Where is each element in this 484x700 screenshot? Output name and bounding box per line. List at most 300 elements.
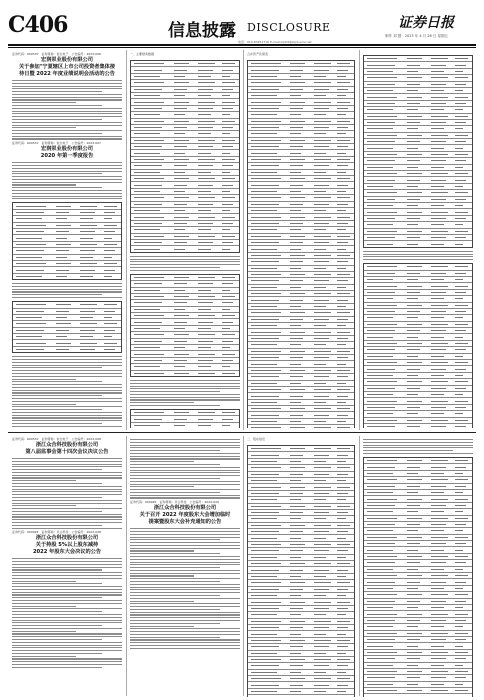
text-line bbox=[12, 516, 122, 517]
text-line bbox=[12, 376, 122, 377]
text-line bbox=[12, 600, 122, 601]
article-title: 浙江众合科技股份有限公司 bbox=[153, 505, 217, 512]
article-header: 证券代码：600570 证券简称：恒生电子 公告编号：2023-008 bbox=[12, 437, 101, 441]
table-row bbox=[131, 423, 239, 428]
date-line: 制作 刘 慧 2023 年 4 月 28 日 星期五 bbox=[385, 34, 448, 38]
body-text bbox=[130, 439, 240, 499]
text-line bbox=[12, 111, 122, 112]
section-title: 信息披露 bbox=[168, 21, 236, 41]
column-divider bbox=[126, 50, 127, 430]
table-row bbox=[131, 371, 239, 376]
text-line bbox=[130, 472, 240, 473]
body-text bbox=[12, 458, 122, 529]
text-line bbox=[12, 426, 122, 427]
text-line bbox=[12, 88, 122, 89]
text-line bbox=[12, 469, 102, 470]
text-line bbox=[130, 264, 240, 265]
text-line bbox=[12, 597, 102, 598]
table-row bbox=[131, 246, 239, 251]
text-line bbox=[130, 545, 240, 546]
text-line bbox=[12, 196, 122, 197]
text-line bbox=[12, 525, 102, 526]
text-line bbox=[12, 558, 122, 559]
text-line bbox=[12, 633, 122, 634]
text-line bbox=[130, 595, 220, 596]
text-line bbox=[12, 483, 102, 484]
text-line bbox=[130, 603, 240, 604]
text-line bbox=[130, 550, 194, 551]
text-line bbox=[12, 184, 76, 185]
text-line bbox=[130, 380, 240, 381]
text-line bbox=[130, 631, 240, 632]
text-line bbox=[12, 650, 122, 651]
text-line bbox=[12, 608, 122, 609]
text-line bbox=[12, 125, 122, 126]
text-line bbox=[130, 497, 240, 498]
contact-line: 电话：010-83251716 E-mail:zqrb9@zqrb.sina.net bbox=[238, 40, 312, 44]
text-line bbox=[130, 486, 194, 487]
text-line bbox=[130, 626, 194, 627]
article-title: 待日暨 2022 年度业绩说明会活动的公告 bbox=[19, 71, 115, 77]
body-text bbox=[363, 251, 473, 260]
text-line bbox=[12, 583, 102, 584]
column-divider bbox=[359, 50, 360, 430]
text-line bbox=[12, 639, 102, 640]
column-divider bbox=[126, 436, 127, 696]
text-line bbox=[363, 450, 453, 451]
text-line bbox=[130, 573, 240, 574]
text-line bbox=[130, 553, 220, 554]
text-line bbox=[130, 564, 240, 565]
body-text bbox=[12, 283, 122, 298]
text-line bbox=[130, 623, 220, 624]
text-line bbox=[12, 415, 122, 416]
text-line bbox=[363, 447, 473, 448]
text-line bbox=[12, 480, 76, 481]
text-line bbox=[12, 564, 122, 565]
text-line bbox=[12, 625, 102, 626]
text-line bbox=[12, 477, 122, 478]
text-line bbox=[12, 458, 122, 459]
text-line bbox=[12, 401, 122, 402]
column-1-top bbox=[12, 52, 122, 428]
text-line bbox=[130, 612, 240, 613]
masthead-rule-thin bbox=[8, 47, 476, 48]
text-line bbox=[130, 456, 240, 457]
text-line bbox=[12, 97, 122, 98]
text-line bbox=[12, 395, 102, 396]
text-line bbox=[12, 365, 122, 366]
text-line bbox=[12, 297, 122, 298]
text-line bbox=[130, 648, 240, 649]
text-line bbox=[130, 575, 194, 576]
text-line bbox=[130, 628, 240, 629]
text-line bbox=[130, 267, 220, 268]
article-title: 2020 年第一季度报告 bbox=[40, 153, 94, 160]
text-line bbox=[130, 609, 220, 610]
text-line bbox=[12, 412, 122, 413]
text-line bbox=[12, 500, 122, 501]
text-line bbox=[12, 373, 122, 374]
text-line bbox=[130, 634, 240, 635]
column-4-bottom bbox=[363, 437, 473, 697]
text-line bbox=[12, 658, 122, 659]
text-line bbox=[363, 251, 473, 252]
text-line bbox=[12, 179, 122, 180]
text-line bbox=[130, 495, 240, 496]
text-line bbox=[12, 384, 122, 385]
text-line bbox=[12, 417, 122, 418]
text-line bbox=[12, 116, 122, 117]
text-line bbox=[130, 570, 240, 571]
text-line bbox=[130, 534, 240, 535]
article-header: 证券代码：600570 证券简称：恒生电子 公告编号：2023-006 bbox=[12, 52, 101, 56]
text-line bbox=[12, 505, 76, 506]
text-line bbox=[130, 383, 240, 384]
body-text bbox=[130, 256, 240, 271]
text-line bbox=[12, 561, 122, 562]
text-line bbox=[12, 522, 122, 523]
table-heading: 二、股东信息 bbox=[247, 437, 266, 441]
data-table bbox=[363, 457, 473, 697]
table-row bbox=[248, 425, 354, 428]
text-line bbox=[12, 475, 122, 476]
text-line bbox=[12, 127, 76, 128]
column-3-top bbox=[247, 52, 355, 428]
text-line bbox=[12, 592, 122, 593]
article-title: 浙江众合科技股份有限公司 bbox=[35, 442, 99, 448]
text-line bbox=[130, 270, 240, 271]
text-line bbox=[130, 453, 240, 454]
text-line bbox=[130, 548, 240, 549]
text-line bbox=[12, 572, 122, 573]
text-line bbox=[12, 656, 76, 657]
text-line bbox=[12, 176, 122, 177]
masthead-rule bbox=[8, 44, 476, 46]
text-line bbox=[130, 467, 240, 468]
article-header: 证券代码：600570 证券简称：恒生电子 公告编号：2023-007 bbox=[12, 141, 101, 146]
column-2-top bbox=[130, 52, 240, 428]
text-line bbox=[12, 190, 122, 191]
text-line bbox=[130, 617, 240, 618]
text-line bbox=[12, 108, 122, 109]
table-heading: 合并资产负债表 bbox=[247, 52, 269, 56]
text-line bbox=[12, 356, 122, 357]
text-line bbox=[363, 254, 473, 255]
text-line bbox=[12, 503, 122, 504]
text-line bbox=[130, 614, 240, 615]
text-line bbox=[12, 586, 122, 587]
text-line bbox=[12, 102, 76, 103]
table-row bbox=[364, 241, 472, 246]
text-line bbox=[12, 379, 76, 380]
article-title: 关于持股 5%以上股东减持 bbox=[35, 542, 99, 549]
text-line bbox=[363, 445, 473, 446]
text-line bbox=[12, 406, 122, 407]
text-line bbox=[130, 539, 220, 540]
article-header: 证券代码：000925 证券简称：众合科技 公告编号：2023-029 bbox=[130, 500, 219, 505]
text-line bbox=[12, 620, 122, 621]
text-line bbox=[130, 620, 240, 621]
text-line bbox=[130, 537, 240, 538]
text-line bbox=[12, 423, 102, 424]
text-line bbox=[130, 397, 240, 398]
text-line bbox=[12, 622, 122, 623]
text-line bbox=[12, 119, 102, 120]
text-line bbox=[12, 508, 122, 509]
text-line bbox=[130, 531, 240, 532]
text-line bbox=[130, 642, 240, 643]
text-line bbox=[12, 136, 122, 137]
data-table bbox=[247, 445, 355, 697]
text-line bbox=[130, 261, 240, 262]
text-line bbox=[130, 461, 194, 462]
body-text bbox=[130, 380, 240, 406]
article-title: 关于召开 2022 年度股东大会增加临时 bbox=[139, 512, 231, 519]
newspaper-logo: 证券日报 bbox=[398, 15, 454, 31]
column-3-bottom bbox=[247, 437, 355, 697]
data-table bbox=[12, 301, 122, 353]
text-line bbox=[130, 439, 240, 440]
text-line bbox=[12, 367, 102, 368]
text-line bbox=[12, 611, 102, 612]
text-line bbox=[12, 567, 122, 568]
text-line bbox=[12, 409, 102, 410]
text-line bbox=[130, 578, 240, 579]
text-line bbox=[12, 381, 102, 382]
text-line bbox=[130, 542, 240, 543]
text-line bbox=[12, 404, 76, 405]
article-title: 宏润泵业股份有限公司 bbox=[41, 146, 93, 153]
text-line bbox=[130, 450, 220, 451]
text-line bbox=[12, 594, 122, 595]
table-row bbox=[248, 695, 354, 697]
column-divider bbox=[359, 436, 360, 696]
text-line bbox=[130, 587, 240, 588]
text-line bbox=[12, 420, 122, 421]
body-text bbox=[12, 558, 122, 668]
text-line bbox=[12, 80, 122, 81]
text-line bbox=[130, 402, 194, 403]
text-line bbox=[12, 165, 122, 166]
text-line bbox=[12, 491, 122, 492]
table-row bbox=[13, 347, 121, 352]
text-line bbox=[363, 442, 473, 443]
text-line bbox=[12, 359, 122, 360]
text-line bbox=[12, 667, 102, 668]
text-line bbox=[12, 494, 122, 495]
text-line bbox=[12, 614, 122, 615]
text-line bbox=[130, 584, 240, 585]
article-title: 关于参加"宁夏辖区上市公司投资者集体接 bbox=[18, 64, 116, 70]
text-line bbox=[12, 173, 102, 174]
text-line bbox=[12, 286, 122, 287]
text-line bbox=[12, 187, 102, 188]
table-row bbox=[364, 694, 472, 697]
body-text bbox=[363, 439, 473, 454]
text-line bbox=[12, 589, 122, 590]
text-line bbox=[130, 562, 240, 563]
text-line bbox=[12, 99, 122, 100]
text-line bbox=[130, 556, 240, 557]
data-table bbox=[130, 60, 240, 253]
section-title-en: DISCLOSURE bbox=[247, 21, 331, 34]
masthead bbox=[8, 10, 476, 44]
text-line bbox=[12, 497, 102, 498]
text-line bbox=[12, 606, 76, 607]
data-table bbox=[363, 55, 473, 248]
text-line bbox=[12, 291, 122, 292]
text-line bbox=[12, 581, 76, 582]
text-line bbox=[130, 394, 240, 395]
text-line bbox=[12, 182, 122, 183]
text-line bbox=[130, 637, 220, 638]
text-line bbox=[130, 259, 240, 260]
text-line bbox=[12, 647, 122, 648]
text-line bbox=[12, 283, 122, 284]
text-line bbox=[130, 589, 240, 590]
text-line bbox=[12, 645, 122, 646]
text-line bbox=[12, 130, 122, 131]
text-line bbox=[363, 453, 473, 454]
text-line bbox=[12, 193, 122, 194]
text-line bbox=[12, 83, 122, 84]
text-line bbox=[363, 259, 473, 260]
text-line bbox=[130, 445, 240, 446]
text-line bbox=[130, 528, 240, 529]
text-line bbox=[130, 475, 240, 476]
text-line bbox=[12, 578, 122, 579]
text-line bbox=[12, 464, 122, 465]
article-title: 宏润泵业股份有限公司 bbox=[41, 57, 93, 63]
text-line bbox=[130, 458, 240, 459]
body-text bbox=[12, 162, 122, 199]
text-line bbox=[130, 386, 240, 387]
column-4-top bbox=[363, 52, 473, 428]
text-line bbox=[12, 519, 122, 520]
text-line bbox=[363, 439, 473, 440]
body-text bbox=[12, 80, 122, 140]
text-line bbox=[12, 390, 122, 391]
text-line bbox=[12, 569, 102, 570]
text-line bbox=[12, 664, 122, 665]
text-line bbox=[12, 91, 102, 92]
article-header: 证券代码：000925 证券简称：众合科技 公告编号：2023-028 bbox=[12, 530, 101, 535]
text-line bbox=[12, 113, 122, 114]
text-line bbox=[130, 645, 240, 646]
table-heading: 一、主要财务数据 bbox=[130, 52, 155, 56]
body-text bbox=[130, 528, 240, 649]
data-table bbox=[130, 274, 240, 377]
text-line bbox=[130, 484, 240, 485]
text-line bbox=[130, 391, 220, 392]
column-2-bottom bbox=[130, 437, 240, 697]
text-line bbox=[130, 598, 240, 599]
data-table bbox=[12, 202, 122, 280]
text-line bbox=[12, 387, 122, 388]
column-1-bottom bbox=[12, 437, 122, 697]
text-line bbox=[12, 171, 122, 172]
text-line bbox=[12, 575, 122, 576]
text-line bbox=[12, 294, 102, 295]
article-title: 提案暨股东大会补充通知的公告 bbox=[148, 519, 222, 526]
text-line bbox=[12, 528, 122, 529]
article-title: 2022 年股东大会决议的公告 bbox=[32, 549, 102, 556]
text-line bbox=[130, 470, 240, 471]
text-line bbox=[130, 405, 220, 406]
text-line bbox=[130, 492, 220, 493]
text-line bbox=[12, 370, 122, 371]
text-line bbox=[12, 168, 122, 169]
text-line bbox=[12, 617, 122, 618]
text-line bbox=[12, 162, 122, 163]
table-row bbox=[13, 274, 121, 279]
data-table bbox=[363, 263, 473, 428]
text-line bbox=[12, 489, 122, 490]
text-line bbox=[12, 628, 122, 629]
text-line bbox=[12, 133, 102, 134]
text-line bbox=[12, 466, 122, 467]
text-line bbox=[130, 567, 220, 568]
text-line bbox=[12, 105, 102, 106]
text-line bbox=[12, 86, 122, 87]
table-row bbox=[364, 424, 472, 428]
article-title: 浙江众合科技股份有限公司 bbox=[35, 535, 99, 542]
column-divider bbox=[243, 436, 244, 696]
text-line bbox=[130, 601, 194, 602]
text-line bbox=[12, 94, 122, 95]
text-line bbox=[130, 442, 240, 443]
text-line bbox=[130, 478, 220, 479]
section-separator bbox=[8, 432, 476, 433]
text-line bbox=[12, 289, 122, 290]
text-line bbox=[130, 388, 240, 389]
article-title: 第八届监事会第十四次会议决议公告 bbox=[25, 449, 109, 455]
text-line bbox=[130, 464, 220, 465]
text-line bbox=[12, 653, 102, 654]
text-line bbox=[12, 122, 122, 123]
body-text bbox=[12, 356, 122, 428]
text-line bbox=[12, 642, 122, 643]
text-line bbox=[130, 581, 220, 582]
text-line bbox=[12, 198, 122, 199]
text-line bbox=[12, 631, 76, 632]
text-line bbox=[12, 138, 122, 139]
data-table bbox=[130, 409, 240, 428]
column-divider bbox=[243, 50, 244, 430]
text-line bbox=[12, 486, 122, 487]
text-line bbox=[12, 661, 122, 662]
text-line bbox=[12, 472, 122, 473]
text-line bbox=[12, 511, 102, 512]
text-line bbox=[130, 489, 240, 490]
text-line bbox=[130, 481, 240, 482]
page-number: C406 bbox=[8, 12, 68, 38]
text-line bbox=[130, 399, 240, 400]
text-line bbox=[130, 559, 240, 560]
text-line bbox=[130, 592, 240, 593]
text-line bbox=[12, 514, 122, 515]
text-line bbox=[130, 639, 240, 640]
text-line bbox=[12, 362, 122, 363]
text-line bbox=[130, 447, 240, 448]
text-line bbox=[12, 398, 122, 399]
data-table bbox=[247, 60, 355, 428]
text-line bbox=[130, 256, 240, 257]
text-line bbox=[363, 256, 473, 257]
text-line bbox=[12, 603, 122, 604]
text-line bbox=[12, 636, 122, 637]
